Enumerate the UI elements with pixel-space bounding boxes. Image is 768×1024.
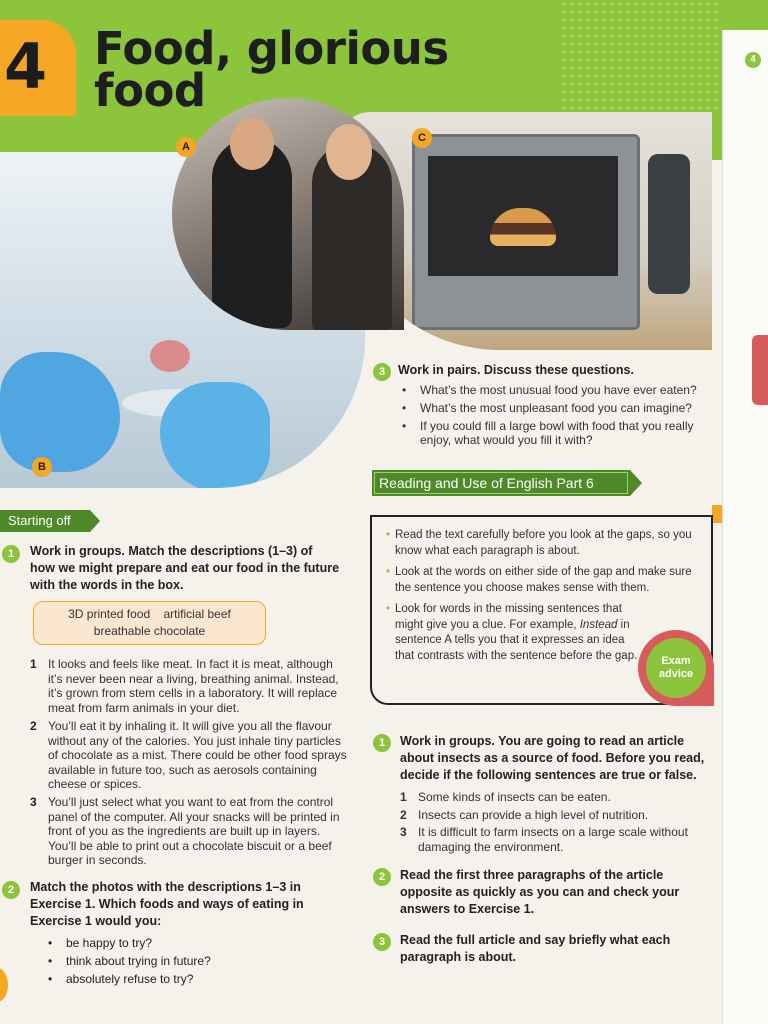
glove-left-shape (0, 352, 120, 472)
description-3: 3 You’ll just select what you want to eat from the control panel of the computer. All your snacks will be printed in front of you as the ingredients are built up in layers. You’ll be able to print out a chocolate biscuit or a beef burger in seconds. (30, 795, 340, 868)
glove-right-shape (160, 382, 270, 488)
reading-section-title: Reading and Use of English Part 6 (379, 475, 594, 491)
option-item: • be happy to try? (48, 936, 308, 950)
advice-tip: • Look for words in the missing sentences that might give you a clue. For example, Instead in sentence A tells you that it expresses an idea that contrasts with the sentence before the gap. (386, 602, 640, 664)
ex3-question: • If you could fill a large bowl with food that you really enjoy, what would you fill it with? (398, 419, 716, 449)
ex3-question: • What’s the most unpleasant food you can imagine? (398, 401, 716, 416)
man-head-shape (230, 118, 274, 170)
photo-a-people-tasting (172, 98, 404, 330)
so-ex2-number: 2 (2, 880, 20, 899)
description-2: 2 You’ll eat it by inhaling it. It will give you all the flavour without any of the calories. You just inhale tiny particles of chocolate as a mist. There could be other food sprays available in future too, such as aerosols containing cheese or spices. (30, 719, 347, 792)
rd-ex1-number: 1 (373, 733, 391, 752)
unit-number: 4 (4, 30, 48, 103)
advice-tip: • Read the text carefully before you look at the gaps, so you know what each paragraph is about. (386, 528, 698, 559)
advice-tab-marker (712, 505, 722, 523)
photo-label-b: B (32, 457, 52, 477)
woman-head-shape (326, 124, 372, 180)
word-box-line2: breathable chocolate (93, 624, 206, 638)
rd-ex3-number: 3 (373, 932, 391, 951)
unit-title-line1: Food, glorious (94, 22, 449, 75)
unit-title-line2: food (94, 64, 206, 117)
right-page-header-band (722, 0, 768, 30)
exam-advice-badge: Exam advice (646, 638, 706, 698)
reading-section-banner (372, 470, 630, 496)
page-edge-orange-marker (0, 968, 8, 1002)
ex3-number: 3 (373, 362, 391, 381)
advice-tip: • Look at the words on either side of the gap and make sure the sentence you choose makes sense with them. (386, 565, 698, 596)
right-page-edge (722, 0, 768, 1024)
ex3-question: • What’s the most unusual food you have ever eaten? (398, 383, 716, 398)
so-ex2-instruction: Match the photos with the descriptions 1–3 in Exercise 1. Which foods and ways of eating in Exercise 1 would you: (30, 880, 304, 928)
bottle-shape (648, 154, 690, 294)
right-page-unit-badge: 4 (745, 52, 761, 68)
rd-ex2-instruction: Read the first three paragraphs of the article opposite as quickly as you can and check your answers to Exercise 1. (400, 868, 680, 916)
photo-label-c: C (412, 128, 432, 148)
rd-ex2-number: 2 (373, 867, 391, 886)
ex3-instruction: Work in pairs. Discuss these questions. (398, 363, 634, 377)
word-box-line1: 3D printed food artificial beef (68, 607, 231, 621)
banner-arrow-icon (630, 470, 642, 496)
statement-item: 1 Some kinds of insects can be eaten. (400, 790, 611, 804)
description-1: 1 It looks and feels like meat. In fact it is meat, although it’s never been near a living, breathing animal. Instead, it’s grown from stem cells in a laboratory. It will replace meat from farm animals in your diet. (30, 657, 339, 715)
right-page-red-tab (752, 335, 768, 405)
starting-off-banner: Starting off (0, 510, 90, 532)
starting-off-arrow-icon (90, 510, 100, 532)
rd-ex3-instruction: Read the full article and say briefly what each paragraph is about. (400, 933, 671, 964)
option-item: • think about trying in future? (48, 954, 308, 968)
so-ex1-instruction: Work in groups. Match the descriptions (1–3) of how we might prepare and eat our food in the future with the words in the box. (30, 544, 340, 592)
photo-label-a: A (176, 137, 196, 157)
true-false-statements (400, 790, 716, 857)
so-ex2-options (48, 936, 308, 990)
statement-item: 3 It is difficult to farm insects on a large scale without damaging the environment. (400, 825, 688, 854)
statement-item: 2 Insects can provide a high level of nutrition. (400, 807, 649, 822)
rd-ex1-instruction: Work in groups. You are going to read an article about insects as a source of food. Before you read, decide if the following sentences are true or false. (400, 734, 705, 782)
header-dot-pattern (560, 0, 722, 110)
so-ex1-number: 1 (2, 544, 20, 563)
option-item: • absolutely refuse to try? (48, 972, 308, 986)
word-box (33, 601, 266, 645)
ex3-question-list (398, 383, 716, 451)
meat-sample-shape (150, 340, 190, 372)
